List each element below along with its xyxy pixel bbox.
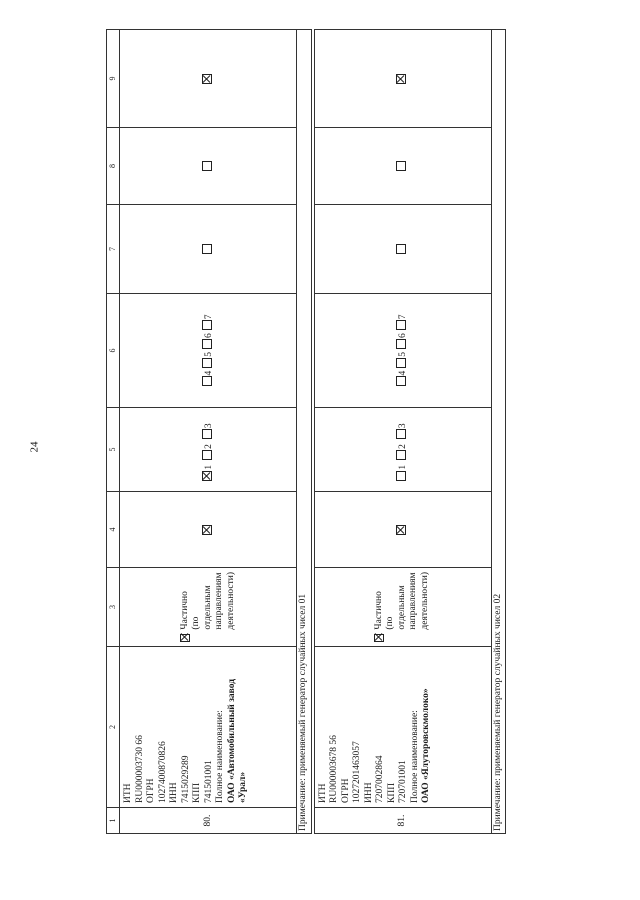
- option-label: 6: [397, 333, 408, 338]
- col4-cell: [314, 492, 491, 568]
- option-label: 2: [203, 444, 214, 449]
- table-row: [120, 30, 297, 834]
- itn-value: RU000003730 66: [134, 735, 145, 803]
- full-name: ОАО «Ялуторовскмолоко»: [421, 688, 432, 803]
- note-row: [491, 30, 505, 834]
- full-name: ОАО «Автомобильный завод: [226, 678, 237, 803]
- col8-checkbox[interactable]: [396, 162, 406, 172]
- row-number: 81.: [314, 808, 491, 834]
- rotated-table-container: [106, 30, 506, 834]
- inn-label: ИНН: [169, 782, 180, 803]
- col8-cell: [314, 128, 491, 205]
- col-header-2: 2: [107, 647, 120, 808]
- itn-value: RU000003678 56: [329, 735, 340, 803]
- option-label: 4: [397, 370, 408, 376]
- col-header-3: 3: [107, 568, 120, 647]
- option-checkbox[interactable]: [396, 429, 406, 439]
- option-label: 5: [203, 352, 214, 357]
- col-header-4: 4: [107, 492, 120, 568]
- note-row: [297, 30, 311, 834]
- col4-checkbox[interactable]: [202, 525, 212, 535]
- inn-label: ИНН: [363, 782, 374, 803]
- col4-cell: [120, 492, 297, 568]
- row-number: 80.: [120, 808, 297, 834]
- note-text: Примечание: применяемый генератор случайных чисел 01: [297, 30, 311, 834]
- col8-checkbox[interactable]: [202, 162, 212, 172]
- kpp-value: 741501001: [203, 760, 214, 803]
- option-checkbox[interactable]: [396, 320, 406, 330]
- col-header-5: 5: [107, 408, 120, 492]
- itn-label: ИТН: [123, 783, 134, 803]
- col7-checkbox[interactable]: [396, 245, 406, 255]
- option-label: 7: [397, 314, 408, 320]
- full-name-cont: «Урал»: [238, 771, 249, 803]
- option-label: 4: [203, 370, 214, 376]
- partial-line-2: отдельным: [202, 585, 213, 630]
- col-header-8: 8: [107, 128, 120, 205]
- col7-cell: [120, 205, 297, 294]
- partial-line-3: направлениям: [214, 572, 225, 630]
- partial-line-1: (по: [191, 616, 202, 630]
- option-label: 2: [397, 444, 408, 449]
- col-header-9: 9: [107, 30, 120, 128]
- org-details: [314, 647, 491, 808]
- option-label: 1: [203, 464, 214, 470]
- partial-cell: [120, 568, 297, 647]
- col9-checkbox[interactable]: [202, 74, 212, 84]
- col5-cell: [120, 408, 297, 492]
- partial-line-2: отдельным: [396, 585, 407, 630]
- page-number: 24: [28, 441, 40, 453]
- partial-line-4: деятельности): [419, 572, 430, 630]
- option-checkbox[interactable]: [396, 471, 406, 481]
- col4-checkbox[interactable]: [396, 525, 406, 535]
- option-checkbox[interactable]: [396, 358, 406, 368]
- col-header-7: 7: [107, 205, 120, 294]
- option-checkbox[interactable]: [202, 429, 212, 439]
- option-label: 7: [203, 314, 214, 320]
- col9-checkbox[interactable]: [396, 74, 406, 84]
- itn-label: ИТН: [317, 783, 328, 803]
- inn-value: 7415029289: [180, 755, 191, 803]
- option-checkbox[interactable]: [202, 377, 212, 387]
- partial-label: Частично: [373, 591, 384, 630]
- partial-checkbox[interactable]: [374, 634, 384, 642]
- table-row: [314, 30, 491, 834]
- option-checkbox[interactable]: [202, 320, 212, 330]
- option-checkbox[interactable]: [396, 339, 406, 349]
- full-name-label: Полное наименование:: [409, 710, 420, 803]
- option-checkbox[interactable]: [202, 339, 212, 349]
- option-label: 3: [397, 423, 408, 429]
- partial-line-3: направлениям: [408, 572, 419, 630]
- option-checkbox[interactable]: [202, 358, 212, 368]
- option-checkbox[interactable]: [202, 450, 212, 460]
- ogrn-label: ОГРН: [146, 778, 157, 803]
- partial-line-1: (по: [385, 616, 396, 630]
- col7-cell: [314, 205, 491, 294]
- option-checkbox[interactable]: [396, 450, 406, 460]
- org-details: [120, 647, 297, 808]
- partial-checkbox[interactable]: [180, 634, 190, 642]
- kpp-label: КПП: [192, 782, 203, 803]
- option-label: 6: [203, 333, 214, 338]
- col5-cell: [314, 408, 491, 492]
- partial-line-4: деятельности): [225, 572, 236, 630]
- option-label: 5: [397, 352, 408, 357]
- option-label: 1: [397, 464, 408, 470]
- col7-checkbox[interactable]: [202, 245, 212, 255]
- col9-cell: [120, 30, 297, 128]
- col9-cell: [314, 30, 491, 128]
- option-checkbox[interactable]: [396, 377, 406, 387]
- col-header-1: 1: [107, 808, 120, 834]
- ogrn-label: ОГРН: [340, 778, 351, 803]
- full-name-label: Полное наименование:: [215, 710, 226, 803]
- kpp-value: 720701001: [398, 760, 409, 803]
- registry-table: [106, 29, 506, 834]
- header-row: [107, 30, 120, 834]
- inn-value: 7207002864: [375, 755, 386, 803]
- col-header-6: 6: [107, 294, 120, 408]
- col6-cell: [120, 294, 297, 408]
- ogrn-value: 1027400870826: [157, 741, 168, 803]
- col6-cell: [314, 294, 491, 408]
- note-text: Примечание: применяемый генератор случайных чисел 02: [491, 30, 505, 834]
- partial-label: Частично: [179, 591, 190, 630]
- kpp-label: КПП: [386, 782, 397, 803]
- partial-cell: [314, 568, 491, 647]
- option-label: 3: [203, 423, 214, 429]
- option-checkbox[interactable]: [202, 471, 212, 481]
- ogrn-value: 1027201463057: [352, 741, 363, 803]
- col8-cell: [120, 128, 297, 205]
